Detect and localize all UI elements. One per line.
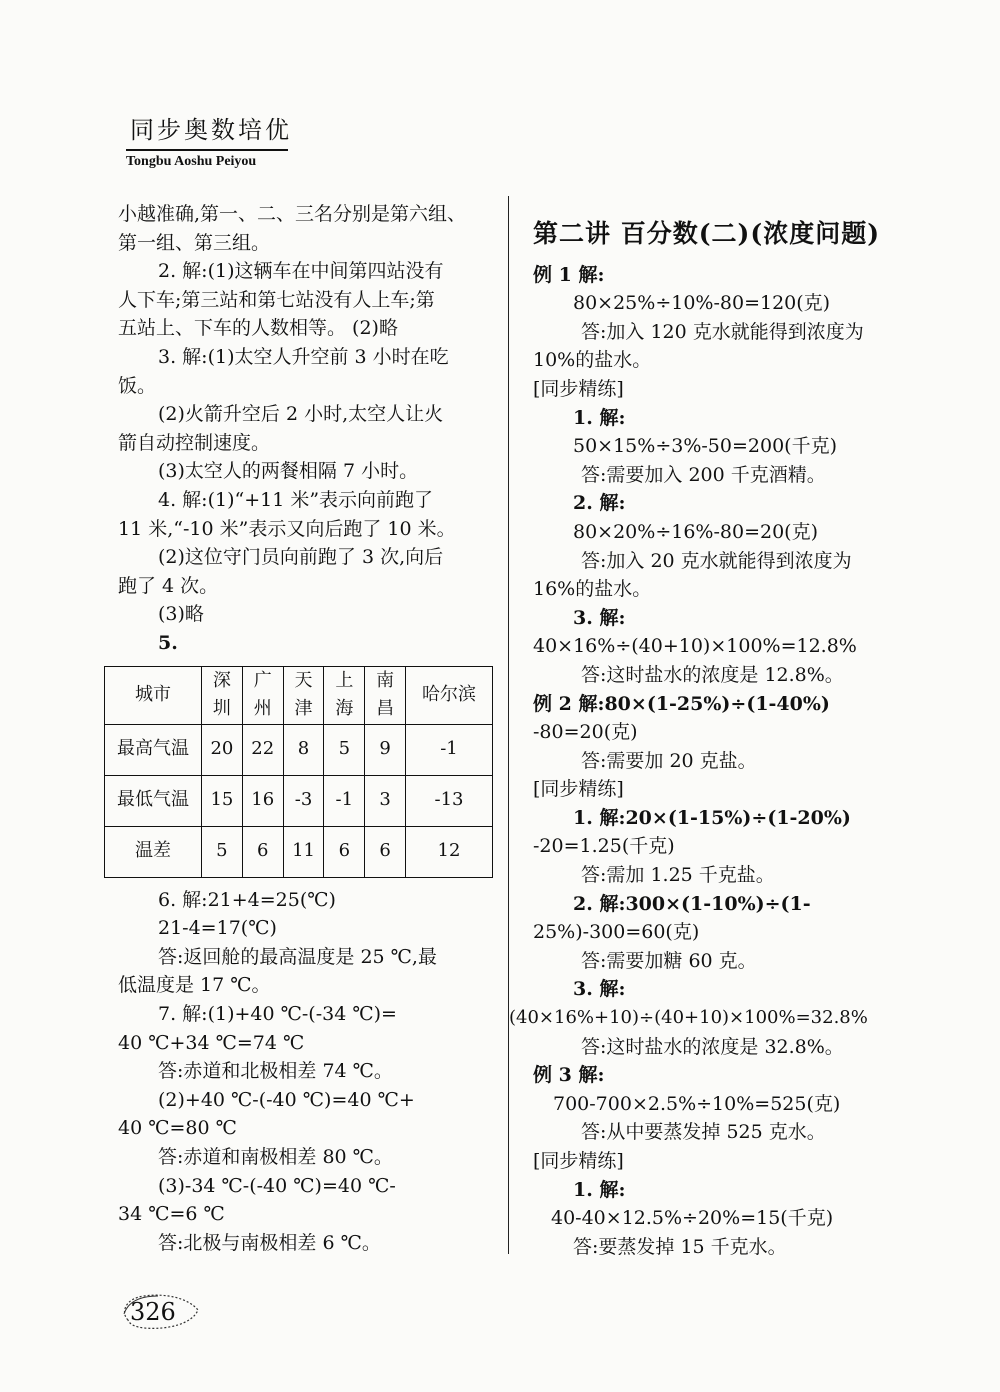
text-line: 箭自动控制速度。 [118, 431, 271, 454]
text-line: 2. 解: [573, 492, 626, 515]
text-line: 低温度是 17 ℃。 [118, 974, 271, 997]
text-line: 答:需加 1.25 千克盐。 [581, 864, 775, 887]
text-line: 40 ℃+34 ℃=74 ℃ [118, 1031, 305, 1054]
table-row [105, 775, 493, 826]
table-cell: 6 [365, 826, 406, 877]
section-title: 第二讲 百分数(二)(浓度问题) [533, 219, 881, 248]
text-line: 1. 解: [573, 406, 626, 429]
text-line: 2. 解:300×(1-10%)÷(1- [573, 892, 811, 915]
text-line: 五站上、下车的人数相等。 (2)略 [118, 317, 398, 340]
table-cell: 22 [242, 724, 283, 775]
book-subtitle: Tongbu Aoshu Peiyou [126, 154, 257, 169]
text-line: (3)-34 ℃-(-40 ℃)=40 ℃- [158, 1174, 396, 1197]
table-cell: 广州 [242, 666, 283, 724]
table-cell: 温差 [105, 826, 202, 877]
text-line: 2. 解:(1)这辆车在中间第四站没有 [158, 260, 444, 283]
book-title: 同步奥数培优 [130, 116, 292, 144]
table-row [105, 724, 493, 775]
table-cell: 3 [365, 775, 406, 826]
table-header-row [105, 666, 493, 724]
text-line: 答:这时盐水的浓度是 12.8%。 [581, 663, 844, 686]
text-line: (3)太空人的两餐相隔 7 小时。 [158, 460, 419, 483]
text-line: 80×20%÷16%-80=20(克) [573, 520, 818, 543]
text-line: 跑了 4 次。 [118, 574, 219, 597]
table-cell: 8 [283, 724, 324, 775]
table-cell: 12 [406, 826, 493, 877]
text-line: 700-700×2.5%÷10%=525(克) [553, 1092, 841, 1115]
text-line: 5. [158, 631, 178, 654]
table-cell: 15 [202, 775, 243, 826]
page-number: 326 [130, 1298, 176, 1326]
text-line: (2)这位守门员向前跑了 3 次,向后 [158, 546, 444, 569]
text-line: 16%的盐水。 [533, 578, 652, 601]
text-line: 3. 解: [573, 978, 626, 1001]
text-line: 40-40×12.5%÷20%=15(千克) [551, 1207, 834, 1230]
text-line: 饭。 [118, 374, 157, 397]
table-cell: 南昌 [365, 666, 406, 724]
text-line: 答:这时盐水的浓度是 32.8%。 [581, 1035, 844, 1058]
table-cell: 6 [242, 826, 283, 877]
text-line: 1. 解:20×(1-15%)÷(1-20%) [573, 806, 851, 829]
text-line: (2)+40 ℃-(-40 ℃)=40 ℃+ [158, 1088, 415, 1111]
table-cell: -13 [406, 775, 493, 826]
text-line: 答:返回舱的最高温度是 25 ℃,最 [158, 945, 437, 968]
text-line: 例 1 解: [533, 263, 605, 286]
table-cell: 哈尔滨 [406, 666, 493, 724]
text-line: 答:加入 120 克水就能得到浓度为 [581, 320, 864, 343]
table-cell: 5 [324, 724, 365, 775]
text-line: [同步精练] [533, 1150, 624, 1172]
column-divider [508, 196, 509, 1254]
table-cell: 最高气温 [105, 724, 202, 775]
text-line: 7. 解:(1)+40 ℃-(-34 ℃)= [158, 1003, 397, 1026]
text-line: 答:从中要蒸发掉 525 克水。 [581, 1121, 826, 1144]
text-line: 答:加入 20 克水就能得到浓度为 [581, 549, 852, 572]
text-line: 答:赤道和北极相差 74 ℃。 [158, 1060, 393, 1083]
text-line: 10%的盐水。 [533, 349, 652, 372]
text-line: 第一组、第三组。 [118, 231, 271, 254]
text-line: 答:需要加入 200 千克酒精。 [581, 463, 826, 486]
text-line: 小越准确,第一、二、三名分别是第六组、 [118, 203, 467, 225]
text-line: 50×15%÷3%-50=200(千克) [573, 435, 837, 458]
text-line: 11 米,“-10 米”表示又向后跑了 10 米。 [118, 517, 456, 540]
text-line: 答:要蒸发掉 15 千克水。 [573, 1235, 787, 1258]
book-header [126, 110, 292, 170]
table-cell: 城市 [105, 666, 202, 724]
text-line: 40 ℃=80 ℃ [118, 1117, 237, 1140]
table-cell: 16 [242, 775, 283, 826]
table-cell: 11 [283, 826, 324, 877]
text-line: 34 ℃=6 ℃ [118, 1203, 225, 1226]
table-cell: 6 [324, 826, 365, 877]
table-cell: 深圳 [202, 666, 243, 724]
text-line: 25%)-300=60(克) [533, 921, 700, 944]
left-column [118, 200, 493, 1257]
text-line: 例 3 解: [533, 1064, 605, 1087]
text-line: 21-4=17(℃) [158, 917, 277, 940]
text-line: 人下车;第三站和第七站没有人上车;第 [118, 288, 435, 311]
text-line: -20=1.25(千克) [533, 835, 675, 858]
table-cell: 天津 [283, 666, 324, 724]
text-line: 3. 解:(1)太空人升空前 3 小时在吃 [158, 345, 449, 368]
text-line: [同步精练] [533, 778, 624, 801]
header-rule [126, 149, 288, 151]
table-cell: 9 [365, 724, 406, 775]
text-line: 答:需要加 20 克盐。 [581, 749, 757, 772]
text-line: 40×16%÷(40+10)×100%=12.8% [533, 635, 857, 658]
text-line: 答:赤道和南极相差 80 ℃。 [158, 1146, 393, 1169]
table-row [105, 826, 493, 877]
text-line: (3)略 [158, 603, 204, 626]
text-line: 3. 解: [573, 606, 626, 629]
text-line: 80×25%÷10%-80=120(克) [573, 292, 831, 315]
text-line: [同步精练] [533, 377, 624, 400]
text-line: 4. 解:(1)“+11 米”表示向前跑了 [158, 488, 434, 511]
table-cell: -1 [406, 724, 493, 775]
table-cell: -3 [283, 775, 324, 826]
text-line: 例 2 解:80×(1-25%)÷(1-40%) [533, 692, 830, 715]
table-cell: 5 [202, 826, 243, 877]
table-cell: -1 [324, 775, 365, 826]
page-number-badge [118, 1290, 202, 1334]
text-line: 6. 解:21+4=25(℃) [158, 888, 336, 911]
table-cell: 最低气温 [105, 775, 202, 826]
text-line: (40×16%+10)÷(40+10)×100%=32.8% [509, 1007, 868, 1029]
text-line: 1. 解: [573, 1178, 626, 1201]
right-column [509, 200, 913, 1261]
table-cell: 20 [202, 724, 243, 775]
temperature-table [104, 666, 493, 878]
text-line: 答:北极与南极相差 6 ℃。 [158, 1231, 381, 1254]
text-line: (2)火箭升空后 2 小时,太空人让火 [158, 403, 444, 426]
text-line: 答:需要加糖 60 克。 [581, 949, 757, 972]
table-cell: 上海 [324, 666, 365, 724]
text-line: -80=20(克) [533, 721, 638, 744]
